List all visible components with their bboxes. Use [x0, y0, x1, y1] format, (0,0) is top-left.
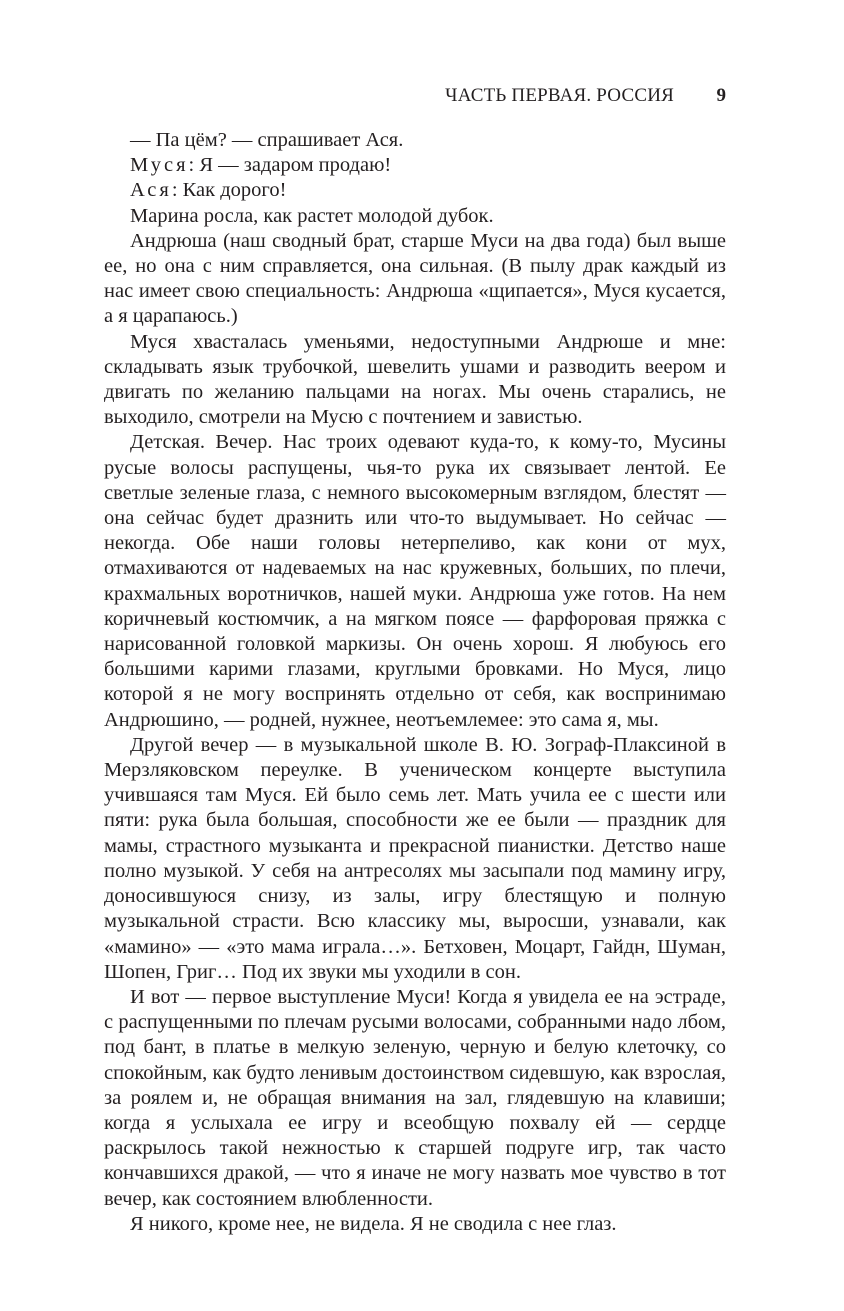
dialogue-text: : Как дорого! [171, 179, 287, 202]
page-number: 9 [716, 85, 726, 106]
dialogue-line [104, 153, 726, 178]
paragraph: Другой вечер — в музыкальной школе В. Ю. Зограф-Плаксиной в Мерзляковском переулке. В ученическом концерте выступила учившаяся там Муся. Ей было семь лет. Мать учила ее с шести или пяти: рука была большая, способности же ее были — праздник для мамы, страстного музыканта и прекрасной пианистки. Детство наше полно музыкой. У себя на антресолях мы засыпали под мамину игру, доносившуюся снизу, из залы, игру блестящую и полную музыкальной страсти. Всю классику мы, выросши, узнавали, как «мамино» — «это мама играла…». Бетховен, Моцарт, Гайдн, Шуман, Шопен, Григ… Под их звуки мы уходили в сон. [104, 733, 726, 983]
dialogue-line [104, 128, 726, 153]
dialogue-text: : Я — задаром продаю! [188, 154, 392, 177]
speaker-name: Ася [130, 179, 172, 202]
paragraph: Марина росла, как растет молодой дубок. [130, 204, 494, 227]
paragraph: И вот — первое выступление Муси! Когда я увидела ее на эстраде, с распущенными по плечам русыми волосами, собранными надо лбом, под бант, в платье в мелкую зеленую, черную и белую клеточку, со спокойным, как будто ленивым достоинством сидевшую, как взрослая, за роялем и, не обращая внимания на зал, глядевшую на клавиши; когда я услыхала ее игру и всеобщую похвалу ей — сердце раскрылось такой нежностью к старшей подруге игр, так часто кончавшихся дракой, — что я иначе не могу назвать мое чувство в тот вечер, как состоянием влюбленности. [104, 985, 726, 1210]
page-text [104, 128, 726, 1237]
paragraph: Я никого, кроме нее, не видела. Я не сводила с нее глаз. [130, 1212, 617, 1235]
dialogue-line [104, 178, 726, 203]
dialogue-text: — Па цём? — спрашивает Ася. [130, 129, 404, 151]
section-title: ЧАСТЬ ПЕРВАЯ. РОССИЯ [445, 85, 674, 106]
paragraph: Муся хвасталась уменьями, недоступными Андрюше и мне: складывать язык трубочкой, шевелить ушами и разводить веером и двигать по желанию пальцами на ногах. Мы очень старались, не выходило, смотрели на Мусю с почтением и завистью. [104, 330, 726, 429]
speaker-name: Муся [130, 154, 189, 177]
running-head [104, 85, 726, 109]
paragraph: Детская. Вечер. Нас троих одевают куда-то, к кому-то, Мусины русые волосы распущены, чья-то рука их связывает лентой. Ее светлые зеленые глаза, с немного высокомерным взглядом, блестят — она сейчас будет дразнить или что-то выдумывает. Но сейчас — некогда. Обе наши головы нетерпеливо, как кони от мух, отмахиваются от надеваемых на нас кружевных, больших, по плечи, крахмальных воротничков, нашей муки. Андрюша уже готов. На нем коричневый костюмчик, а на мягком поясе — фарфоровая пряжка с нарисованной головкой маркизы. Он очень хорош. Я любуюсь его большими карими глазами, круглыми бровками. Но Муся, лицо которой я не могу воспринять отдельно от себя, как воспринимаю Андрюшино, — родней, нужнее, неотъемлемее: это сама я, мы. [104, 431, 726, 731]
paragraph: Андрюша (наш сводный брат, старше Муси на два года) был выше ее, но она с ним справляется, она сильная. (В пылу драк каждый из нас имеет свою специальность: Андрюша «щипается», Муся кусается, а я царапаюсь.) [104, 229, 726, 328]
